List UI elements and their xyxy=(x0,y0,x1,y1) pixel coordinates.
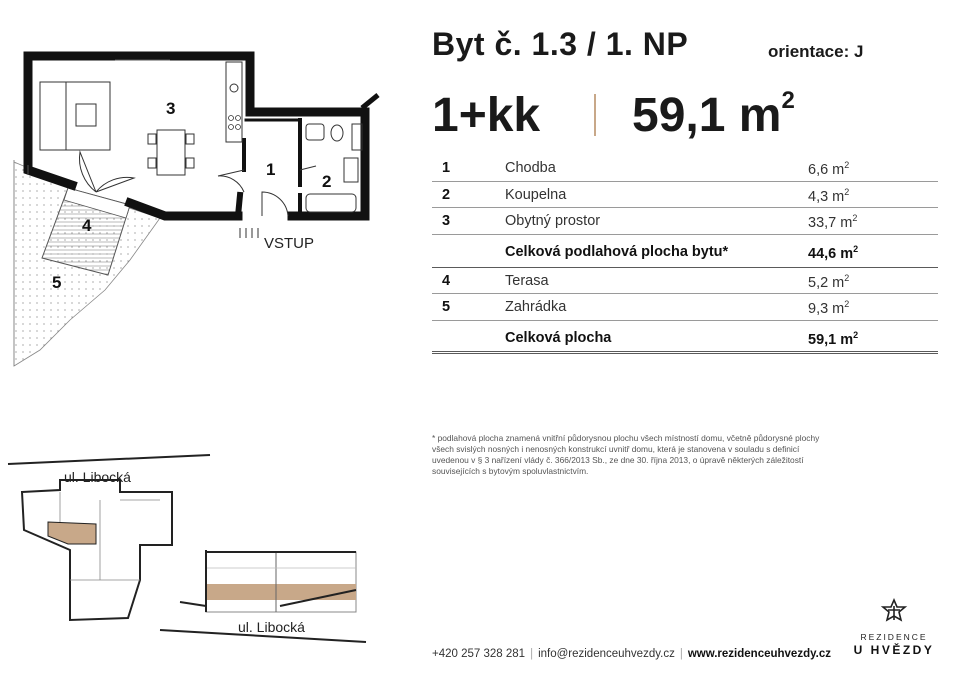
logo-line2: U HVĚZDY xyxy=(853,643,935,657)
room-table xyxy=(432,155,938,354)
total-floor-row: Celková podlahová plocha bytu* 44,6 $m^2$ xyxy=(432,235,938,268)
table-row: 3 Obytný prostor 33,7 $m^2$ xyxy=(432,208,938,235)
entrance-label: VSTUP xyxy=(264,235,315,252)
room-label-4: 4 xyxy=(82,216,92,235)
logo-line1: REZIDENCE xyxy=(860,632,928,642)
total-area: 59,1 $m^2$ xyxy=(632,87,795,142)
total-area-row: Celková plocha 59,1 $m^2$ xyxy=(432,321,938,354)
footnote: * podlahová plocha znamená vnitřní půdorysnou plochu všech místností domu, včetně půdorysné plochy všech svislých nosných i nenosných konstrukcí uvnitř domu, která je stanovena v souladu s definicí uvedenou v § 3 nařízení vlády č. 366/2013 Sb., ze dne 30. října 2013, o úpravě některých záležitostí souvisejících s bytovým spoluvlastnictvím. xyxy=(432,433,820,476)
footer-separator: | xyxy=(530,648,534,660)
site-plan xyxy=(0,440,380,660)
floor-plan xyxy=(0,0,400,380)
brand-logo xyxy=(852,598,936,662)
email-link[interactable]: info@rezidenceuhvezdy.cz xyxy=(538,648,675,660)
room-label-3: 3 xyxy=(166,99,176,118)
phone-link[interactable]: +420 257 328 281 xyxy=(432,648,526,660)
table-row: 2 Koupelna 4,3 $m^2$ xyxy=(432,182,938,209)
star-icon xyxy=(879,598,909,628)
table-row: 4 Terasa 5,2 $m^2$ xyxy=(432,268,938,295)
footer-contacts xyxy=(432,648,831,660)
street-label-bottom: ul. Libocká xyxy=(238,619,305,635)
table-row: 5 Zahrádka 9,3 $m^2$ xyxy=(432,294,938,321)
apartment-title: Byt č. 1.3 / 1. NP xyxy=(432,26,689,62)
footer-separator: | xyxy=(679,648,683,660)
room-label-5: 5 xyxy=(52,273,62,292)
room-label-1: 1 xyxy=(266,160,276,179)
street-label-top: ul. Libocká xyxy=(64,469,131,485)
table-row: 1 Chodba 6,6 $m^2$ xyxy=(432,155,938,182)
room-label-2: 2 xyxy=(322,172,332,191)
divider xyxy=(594,94,596,136)
orientation: orientace: J xyxy=(768,42,864,61)
web-link[interactable]: www.rezidenceuhvezdy.cz xyxy=(687,648,831,660)
layout-type: 1+kk xyxy=(432,89,541,142)
